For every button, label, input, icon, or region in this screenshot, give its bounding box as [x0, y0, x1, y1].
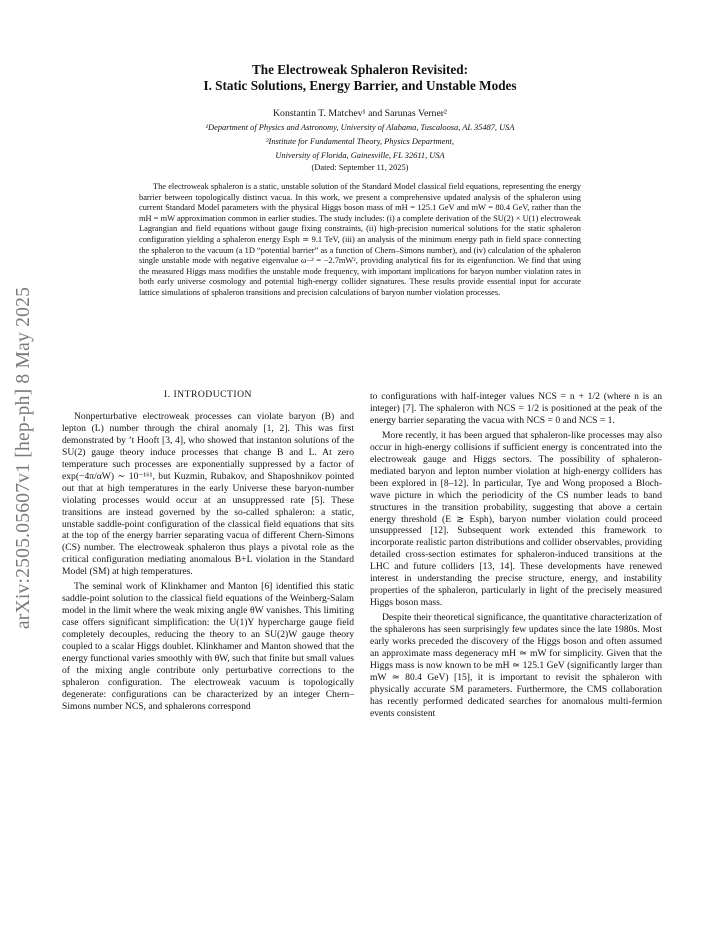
- affiliation-2b: University of Florida, Gainesville, FL 32611, USA: [275, 151, 445, 161]
- paper-title-line-2: I. Static Solutions, Energy Barrier, and Unstable Modes: [203, 78, 517, 93]
- section-heading-introduction: I. INTRODUCTION: [164, 389, 252, 400]
- affiliation-2a: ²Institute for Fundamental Theory, Physics Department,: [266, 137, 454, 147]
- left-column: [62, 391, 354, 716]
- right-paragraph-3: Despite their theoretical significance, the quantitative characterization of the sphalerons has seen surprisingly few updates since the late 1980s. Most early works preceded the discovery of the Higgs boson and often assumed an approximate mass degeneracy mH ≃ mW for simplicity. Given that the Higgs mass is now known to be mH ≃ 125.1 GeV (significantly larger than mW ≃ 80.4 GeV) [15], it is important to revisit the sphaleron with physically accurate SM parameters. Furthermore, the CMS collaboration has recently performed dedicated searches for anomalous multi-fermion events consistent: [370, 612, 662, 719]
- date-line: (Dated: September 11, 2025): [311, 162, 409, 172]
- right-paragraph-2: More recently, it has been argued that sphaleron-like processes may also occur in high-energy collisions if sufficient energy is concentrated into the electroweak gauge and Higgs sectors. The possibility of sphaleron-mediated baryon and lepton number violation at high-energy colliders has been explored in [8–12]. In particular, Tye and Wong proposed a Bloch-wave picture in which the periodicity of the CS number leads to band structures in the transition probability, suggesting that above a certain energy threshold (E ≳ Esph), baryon number violation could proceed unsuppressed [12]. Subsequent work extended this framework to incorporate realistic parton distributions and collider observables, providing detailed cross-section estimates for sphaleron-induced transitions at the LHC and future colliders [13, 14]. These developments have renewed interest in understanding the precise structure, energy, and instability properties of the sphaleron, particularly in light of the precisely measured Higgs boson mass.: [370, 429, 662, 609]
- arxiv-identifier: arXiv:2505.05607v1 [hep-ph] 8 May 2025: [13, 286, 34, 630]
- affiliation-1: ¹Department of Physics and Astronomy, University of Alabama, Tuscaloosa, AL 35487, USA: [205, 123, 515, 132]
- left-paragraph-1: Nonperturbative electroweak processes can violate baryon (B) and lepton (L) number through the chiral anomaly [1, 2]. This was first demonstrated by ’t Hooft [3, 4], who showed that instanton solutions of the SU(2) gauge theory induce processes that change B and L. At zero temperature such processes are exponentially suppressed by a factor of exp(−4π/αW) ∼ 10⁻¹⁶¹, but Kuzmin, Rubakov, and Shaposhnikov pointed out that at high temperatures in the early Universe these baryon-number violating processes would occur at an unsuppressed rate [5]. These transitions are instead governed by the so-called sphaleron: a static, unstable saddle-point configuration of the classical field equations that sits at the top of the energy barrier separating vacua of different Chern-Simons (CS) number. The electroweak sphaleron thus plays a pivotal role as the critical configuration mediating anomalous B+L violation in the Standard Model (SM) at high temperatures.: [62, 410, 354, 578]
- right-paragraph-1: to configurations with half-integer values NCS = n + 1/2 (where n is an integer) [7]. The sphaleron with NCS = 1/2 is positioned at the peak of the energy barrier separating the vacua with NCS = 0 and NCS = 1.: [370, 391, 662, 426]
- arxiv-identifier-stamp: [2, 278, 46, 638]
- title-block: [80, 62, 640, 173]
- left-paragraph-2: The seminal work of Klinkhamer and Manton [6] identified this static saddle-point solution to the classical field equations of the Weinberg-Salam model in the limit where the weak mixing angle θW vanishes. This limiting case offers significant simplification: the U(1)Y hypercharge gauge field completely decouples, reducing the theory to an SU(2)W gauge theory coupled to a scalar Higgs doublet. Klinkhamer and Manton showed that the energy functional varies smoothly with θW, such that finite but small values of the mixing angle contribute only perturbative corrections to the sphaleron configuration. The electroweak vacuum is topologically degenerate: configurations can be characterized by an integer Chern–Simons number NCS, and sphalerons correspond: [62, 581, 354, 712]
- paper-title-line-1: The Electroweak Sphaleron Revisited:: [251, 62, 468, 77]
- right-column: [370, 391, 662, 723]
- author-list: Konstantin T. Matchev¹ and Sarunas Verner²: [272, 108, 447, 119]
- abstract: The electroweak sphaleron is a static, unstable solution of the Standard Model classical field equations, representing the energy barrier between topologically distinct vacua. In this work, we present a comprehensive updated analysis of the sphaleron using current Standard Model parameters with the physical Higgs boson mass of mH = 125.1 GeV and mW = 80.4 GeV, rather than the mH = mW approximation common in earlier studies. The study includes: (i) a complete derivation of the SU(2) × U(1) electroweak Lagrangian and field equations without gauge fixing constraints, (ii) high-precision numerical solutions for the static sphaleron configuration yielding a sphaleron energy Esph ≃ 9.1 TeV, (iii) an analysis of the minimum energy path in field space connecting the sphaleron to the vacuum (a 1D “potential barrier” as a function of Chern–Simons number), and (iv) calculation of the sphaleron single unstable mode with negative eigenvalue ω−² = −2.7mW², providing analytical fits for its eigenfunction. We find that using the measured Higgs mass modifies the unstable mode frequency, with important implications for baryon number violation rates in both early universe cosmology and potential high-energy collider signatures. These results provide essential input for accurate lattice simulations of sphaleron transitions and precision calculations of baryon number violation processes.: [139, 182, 581, 297]
